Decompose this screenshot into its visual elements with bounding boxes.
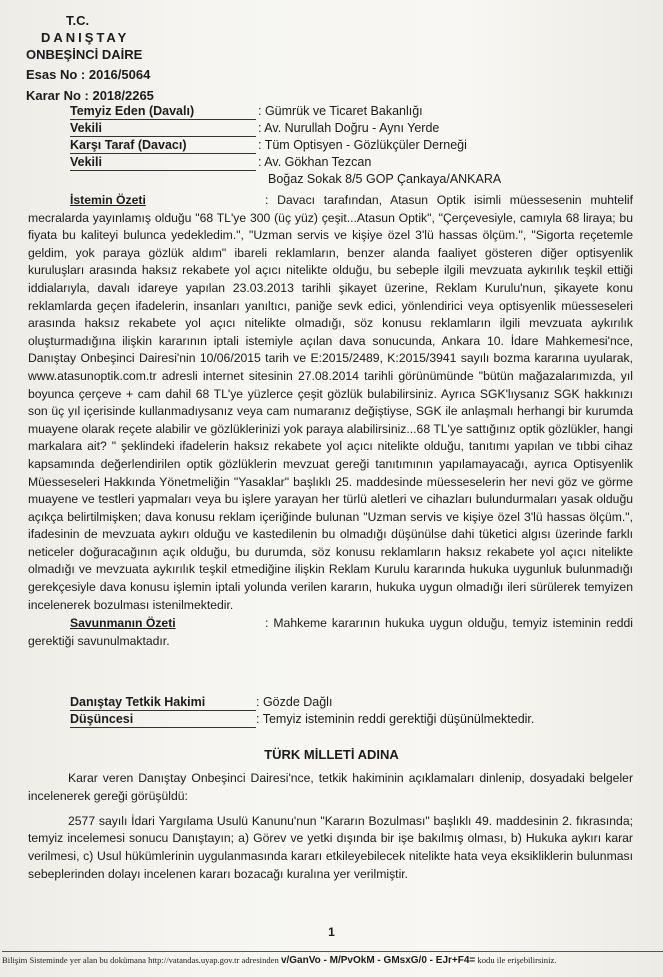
party-row [70,104,630,121]
chamber-name: ONBEŞİNCİ DAİRE [26,47,143,62]
party-underline [70,153,256,154]
savunma-text: : Mahkeme kararının hukuka uygun olduğu, temyiz isteminin reddi gerektiği savunulmaktadır. [28,616,633,648]
esas-number: Esas No : 2016/5064 [26,67,151,82]
tetkik-value: : Temyiz isteminin reddi gerektiği düşünülmektedir. [256,712,535,726]
party-row [70,155,630,172]
party-underline [70,170,256,171]
party-underline [70,119,256,120]
party-row [70,121,630,138]
tetkik-row [70,712,630,729]
karar-number: Karar No : 2018/2265 [26,88,154,103]
tetkik-row [70,695,630,712]
uyap-footer [2,951,663,966]
savunma-paragraph [28,615,633,650]
page-number: 1 [328,925,335,939]
party-address: Boğaz Sokak 8/5 GOP Çankaya/ANKARA [268,172,502,186]
court-name: DANIŞTAY [41,30,130,45]
tetkik-value: : Gözde Dağlı [256,695,333,709]
tetkik-label: Düşüncesi [70,712,134,726]
savunma-label: Savunmanın Özeti [70,616,176,631]
party-label: Vekili [70,155,102,169]
address-row [70,172,630,189]
istem-text: : Davacı tarafından, Atasun Optik isimli müessesenin muhtelif mecralarda yayınlamış olduğu "68 TL'ye 300 (üç yüz) çeşit...Atasun Optik", "Çerçevesiyle, camıyla 68 liraya; bu fiyata bu kaliteyi bulunca yedekledim.", "Uzman servis ve kişiye özel 3'lü hassas ölçüm.", "Sigorta reçetemle geldim, yok paraya gözlük aldım" ibareli reklamların, benzer alanda faaliyet gösteren diğer optisyenlik kuruluşları arasında haksız rekabete yol açıcı nitelikte olduğu, bu sebeple ilgili mevzuata aykırılık teşkil ettiği iddialarıyla, davalı idareye yapılan 23.03.2013 tarihli şikayet üzerine, Reklam Kurulu'nun, şikayete konu reklamlarda geçen ifadelerin, insanları yanıltıcı, paniğe sevk edici, yönlendirici veya optisyenlik müesseseleri arasında haksız rekabete yol açıcı nitelikte olmadığı, söz konusu reklamların ilgili mevzuata aykırılık oluşturmadığına ilişkin kararının iptali istemiyle açılan dava sonucunda, Ankara 10. İdare Mahkemesi'nce, Danıştay Onbeşinci Dairesi'nin 10/06/2015 tarih ve E:2015/2489, K:2015/3941 sayılı bozma kararına uyularak, www.atasunoptik.com.tr adresli internet sitesinin 27.08.2014 tarihli görünümünde "bütün mağazalarımızda, yıl boyunca çerçeve + cam dahil 68 TL'ye yüzlerce çeşit gözlük bulabilirsiniz. Ayrıca SGK'lıysanız SGK hakkınızı son üç yıl içerisinde kullanmadıysanız veya cam numaranız değiştiyse, SGK ile anlaşmalı herhangi bir kurumda muayene olarak reçete alabilir ve gözlüklerinizi yok paraya alabilirsiniz...68 TL'ye sattığınız optik gözlükler, hangi markalara ait? " şeklindeki ifadelerin haksız rekabete yol açıcı nitelikte olduğu, tanıtımı yapılan ve tıbbi cihaz kapsamında değerlendirilen optik gözlüklerin mevzuat gereği tanıtımının yapılamayacağı, ayrıca Optisyenlik Müesseseleri Hakkında Yönetmeliğin "Yasaklar" başlıklı 25. maddesinde müesseselerin her nevi göz ve görme muayene ve testleri yapmaları veya bu işlere yarayan her türlü aletleri ve cihazları bulundurmaları yasak olduğu açıkça belirtilmişken; dava konusu reklam içeriğinde bulunan "Uzman servis ve kişiye özel 3'lü hassas ölçüm.", ifadesinin de mevzuata aykırı olduğu ve kastedilenin bu olmadığı düşünülse dahi tüketici algısı üzerinde farklı neticeler doğuracağının açık olduğu, bu durumda, söz konusu reklamların haksız rekabete yol açıcı nitelikte olmadığı ve mevzuata aykırılık teşkil etmediğine ilişkin Reklam Kurulu kararında hukuka uygunluk bulunmadığı gerekçesiyle dava konusu işlemin iptali yolunda verilen kararın, hukuka uygun olmadığı ileri sürülerek temyizen incelenerek bozulması istenilmektedir. [28,193,633,612]
istem-section [28,192,633,650]
party-value: : Av. Gökhan Tezcan [258,155,372,169]
party-label: Karşı Taraf (Davacı) [70,138,187,152]
parties-block [70,104,630,189]
tetkik-label: Danıştay Tetkik Hakimi [70,695,206,709]
party-value: : Gümrük ve Ticaret Bakanlığı [258,104,423,118]
footer-code: v/GanVo - M/PvOkM - GMsxG/0 - EJr+F4= [280,955,476,966]
party-row [70,138,630,155]
decision-paragraph-2: 2577 sayılı İdari Yargılama Usulü Kanunu'nun "Kararın Bozulması" başlıklı 49. maddesinin 2. fıkrasında; temyiz incelemesi sonucu Danıştayın; a) Görev ve yetki dışında bir işe bakılmış olması, b) Hukuka aykırı karar verilmesi, c) Usul hükümlerinin uygulanmasında kararı etkileyebilecek nitelikte hata veya eksikliklerin bulunması sebeplerinden dolayı incelenen kararı bozacağı kuralına yer verilmiştir. [28,813,633,881]
party-underline [70,136,256,137]
tetkik-underline [70,710,256,711]
decision-title: TÜRK MİLLETİ ADINA [264,747,399,762]
party-label: Vekili [70,121,102,135]
decision-text [28,770,633,884]
tetkik-underline [70,727,256,728]
party-value: : Av. Nurullah Doğru - Aynı Yerde [258,121,440,135]
tetkik-block [70,695,630,729]
istem-paragraph [28,192,633,614]
decision-paragraph-1: Karar veren Danıştay Onbeşinci Dairesi'nce, tetkik hakiminin açıklamaları dinlenip, dosyadaki belgeler incelenerek gereği görüşüldü: [28,771,633,803]
tc-label: T.C. [66,13,90,28]
footer-text: Bilişim Sisteminde yer alan bu dokümana http://vatandas.uyap.gov.tr adresinden [2,955,279,965]
party-label: Temyiz Eden (Davalı) [70,104,195,118]
party-value: : Tüm Optisyen - Gözlükçüler Derneği [258,138,467,152]
footer-tail: kodu ile erişebilirsiniz. [477,955,557,965]
istem-label: İstemin Özeti [70,193,146,207]
